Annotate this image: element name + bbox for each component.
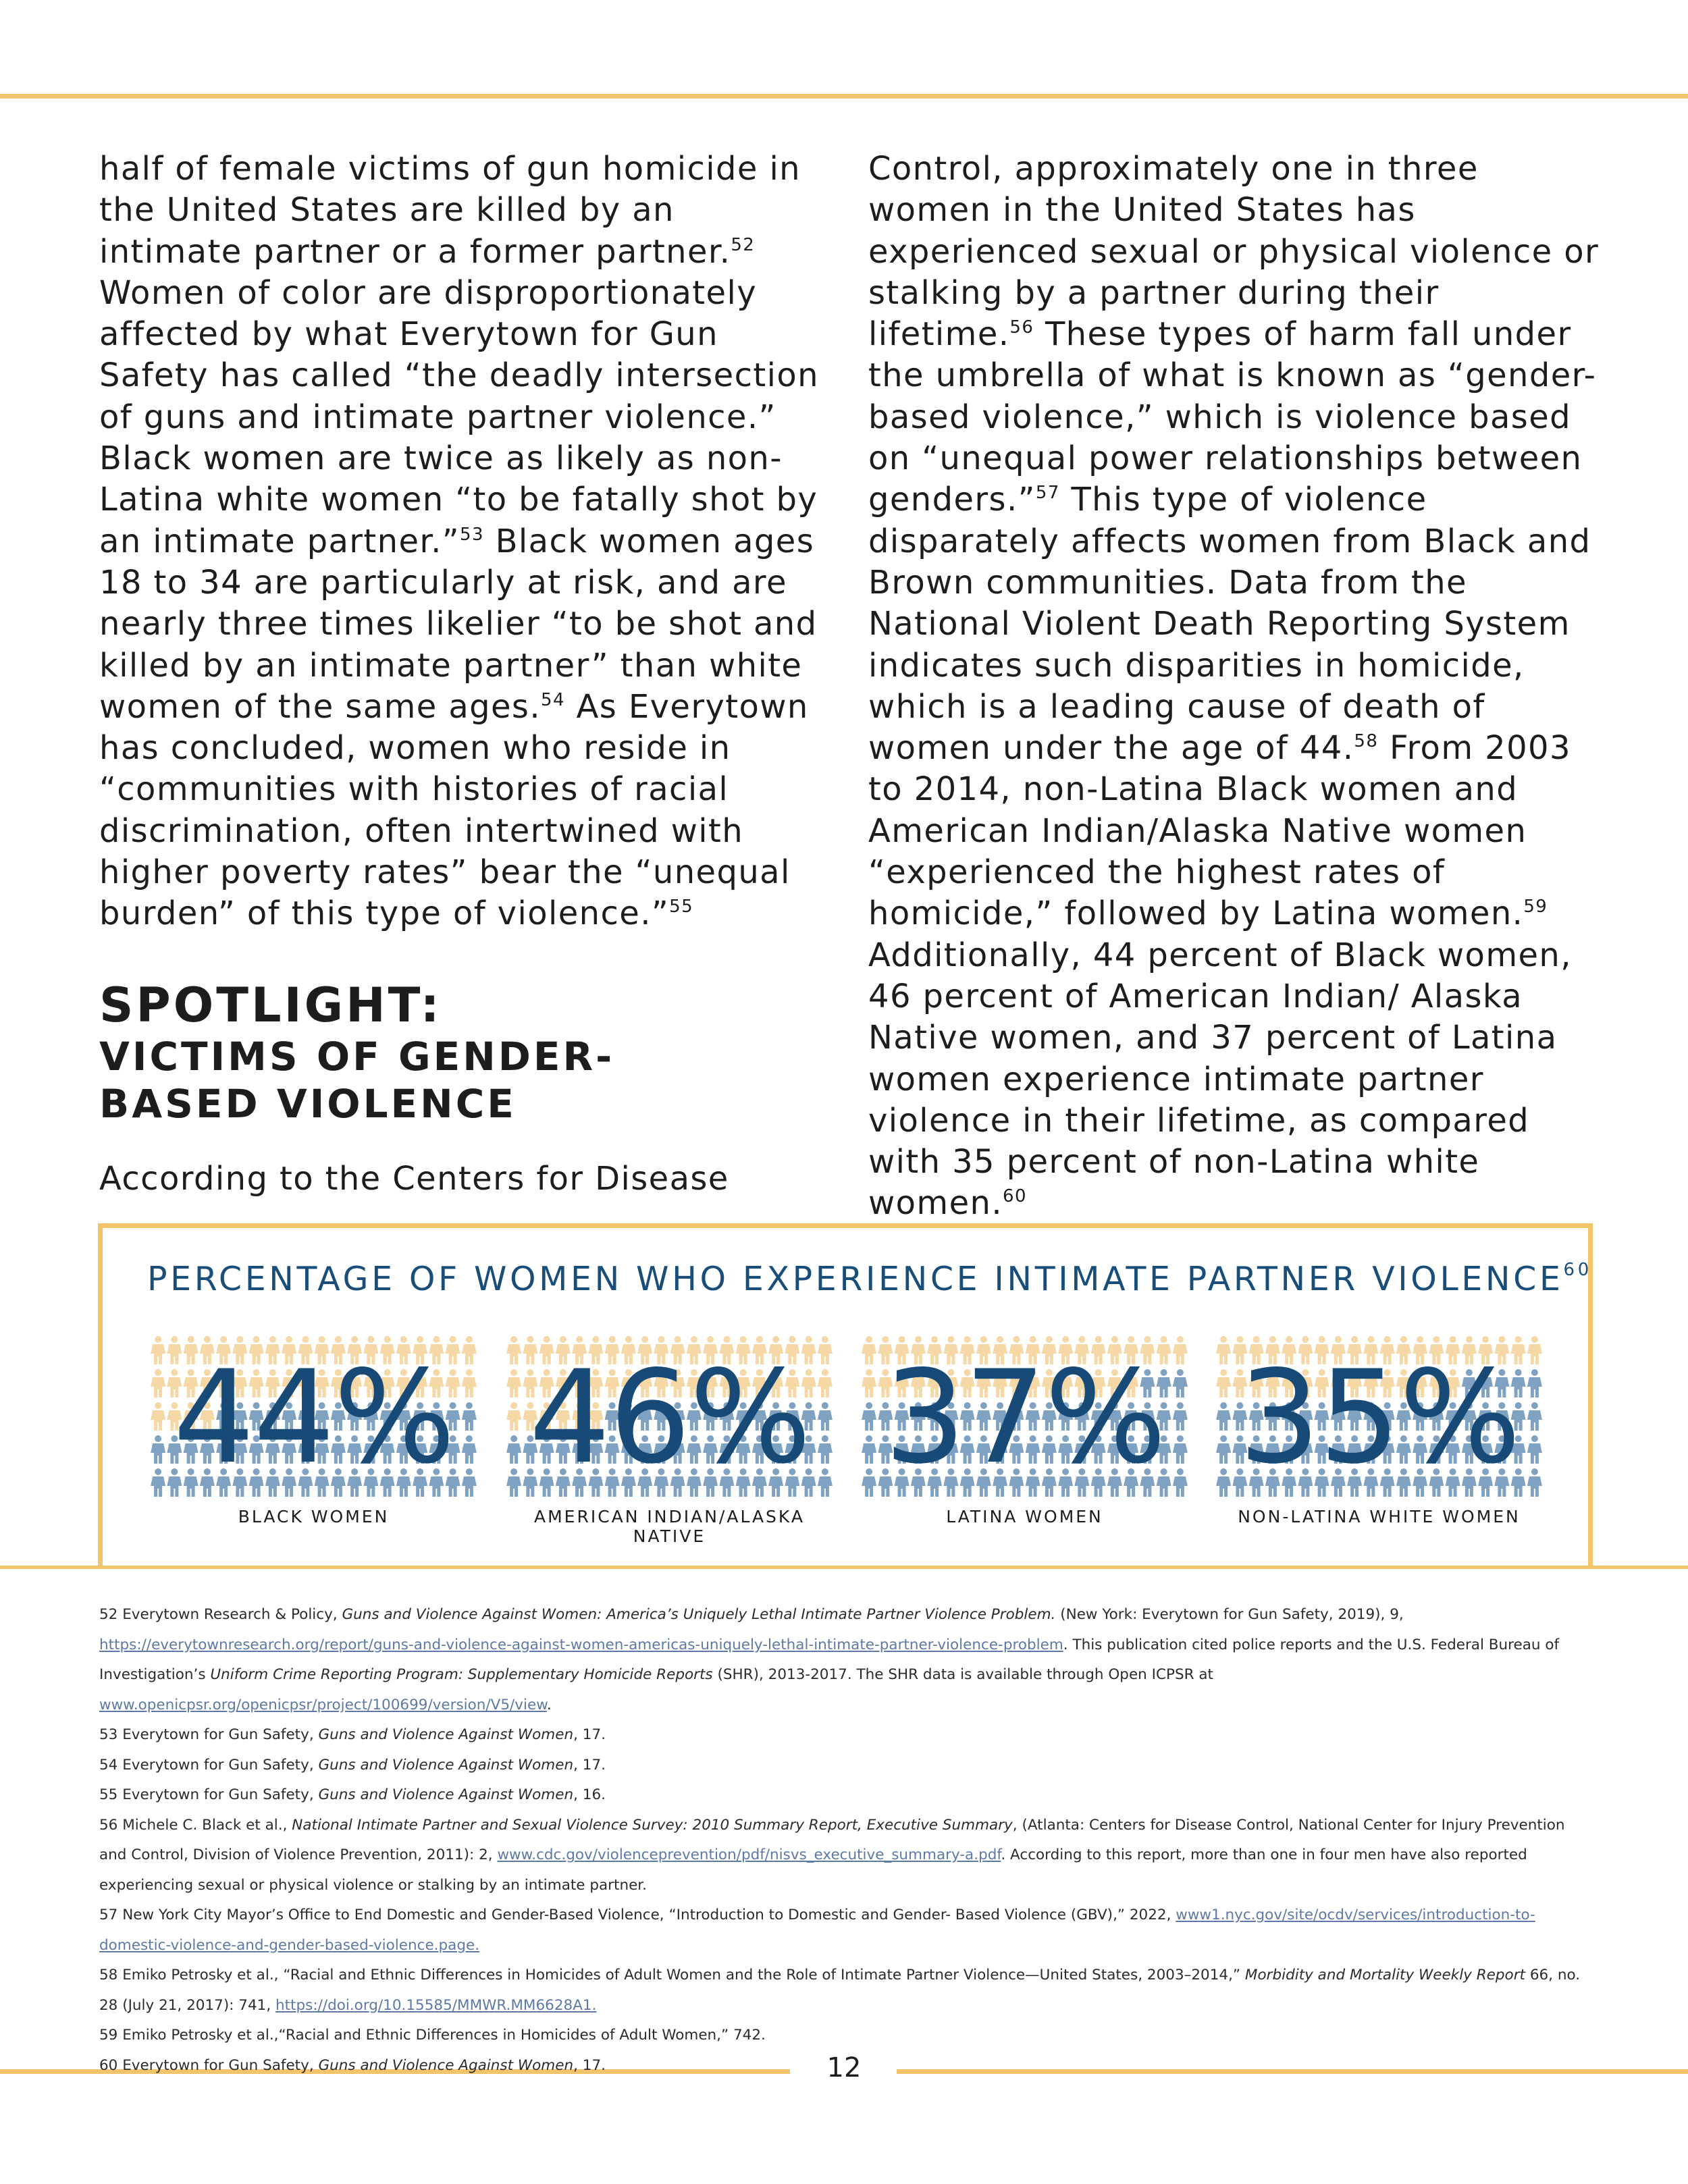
infographic-title: PERCENTAGE OF WOMEN WHO EXPERIENCE INTIMATE PARTNER VIOLENCE$^{60}$ [147,1260,1592,1298]
footnote-52: 52 Everytown Research & Policy, Guns and Violence Against Women: America’s Uniquely Lethal Intimate Partner Violence Problem. (New York: Everytown for Gun Safety, 2019), 9, https://everytownresearch.org/report/guns-and-violence-against-women-americas-uniquely-lethal-intimate-partner-violence-problem. This publication cited police reports and the U.S. Federal Bureau of Investigation’s Uniform Crime Reporting Program: Supplementary Homicide Reports (SHR), 2013-2017. The SHR data is available through Open ICPSR at www.openicpsr.org/openicpsr/project/100699/version/V5/view. [99,1606,1560,1713]
footnote-55: 55 Everytown for Gun Safety, Guns and Violence Against Women, 16. [99,1786,606,1803]
stat-percentage: 46% [529,1343,810,1492]
spotlight-title: SPOTLIGHT: [99,978,442,1033]
stat-american-indian-alaska-native [506,1333,833,1499]
spotlight-subtitle: VICTIMS OF GENDER-BASED VIOLENCE [99,1034,615,1127]
footnote-59: 59 Emiko Petrosky et al.,“Racial and Ethnic Differences in Homicides of Adult Women,” 742. [99,2027,766,2044]
right-column [868,149,1604,1225]
stat-label-latina-women: LATINA WOMEN [946,1507,1103,1526]
footnote-ref-53[interactable]: 53 [460,524,484,545]
stat-label-non-latina-white-women: NON-LATINA WHITE WOMEN [1238,1507,1521,1526]
page-number: 12 [826,2052,862,2083]
stat-label-black-women: BLACK WOMEN [238,1507,390,1526]
stat-percentage: 44% [173,1343,454,1492]
stat-percentage: 35% [1238,1343,1520,1492]
footnote-58-link[interactable]: https://doi.org/10.15585/MMWR.MM6628A1. [275,1996,597,2014]
footnote-ref-55[interactable]: 55 [669,897,694,917]
footnotes [99,1600,1585,2081]
footnote-58: 58 Emiko Petrosky et al., “Racial and Ethnic Differences in Homicides of Adult Women and the Role of Intimate Partner Violence—United States, 2003–2014,” Morbidity and Mortality Weekly Report 66, no. 28 (July 21, 2017): 741, https://doi.org/10.15585/MMWR.MM6628A1. [99,1967,1581,2014]
stat-non-latina-white-women [1215,1333,1543,1499]
stat-label-american-indian-alaska-native: AMERICAN INDIAN/ALASKA NATIVE [534,1507,805,1546]
spotlight-heading [99,978,761,1127]
footnote-ref-56[interactable]: 56 [1009,317,1034,338]
footnote-56: 56 Michele C. Black et al., National Intimate Partner and Sexual Violence Survey: 2010 Summary Report, Executive Summary, (Atlanta: Centers for Disease Control, National Center for Injury Prevention and Control, Division of Violence Prevention, 2011): 2, www.cdc.gov/violenceprevention/pdf/nisvs_executive_summary-a.pdf. According to this report, more than one in four men have also reported experiencing sexual or physical violence or stalking by an intimate partner. [99,1816,1565,1894]
footnote-ref-60[interactable]: 60 [1003,1186,1027,1207]
infographic-footnote-ref[interactable]: 60 [1563,1260,1592,1280]
stat-percentage: 37% [884,1343,1165,1492]
footnote-ref-54[interactable]: 54 [541,689,565,710]
left-body-text: half of female victims of gun homicide in the United States are killed by an intimate partner or a former partner.$^{52}$ Women of color are disproportionately affected by what Everytown for Gun Safety has called “the deadly intersection of guns and intimate partner violence.” Black women are twice as likely as non-Latina white women “to be fatally shot by an intimate partner.”$^{53}$ Black women ages 18 to 34 are particularly at risk, and are nearly three times likelier “to be shot and killed by an intimate partner” than white women of the same ages.$^{54}$ As Everytown has concluded, women who reside in “communities with histories of racial discrimination, often intertwined with higher poverty rates” bear the “unequal burden” of this type of violence.”$^{55}$ [99,150,819,933]
footnote-54: 54 Everytown for Gun Safety, Guns and Violence Against Women, 17. [99,1756,606,1774]
footnote-57-link[interactable]: www1.nyc.gov/site/ocdv/services/introduction-to-domestic-violence-and-gender-based-violence.page. [99,1907,1535,1954]
footnote-ref-59[interactable]: 59 [1523,897,1548,917]
footnote-52-link[interactable]: https://everytownresearch.org/report/guns-and-violence-against-women-americas-uniquely-lethal-intimate-partner-violence-problem [99,1636,1063,1653]
footnote-57: 57 New York City Mayor’s Office to End Domestic and Gender-Based Violence, “Introduction to Domestic and Gender- Based Violence (GBV),” 2022, www1.nyc.gov/site/ocdv/services/introduction-to-domestic-violence-and-gender-based-violence.page. [99,1907,1535,1954]
stat-black-women [150,1333,477,1499]
footnote-ref-58[interactable]: 58 [1354,731,1379,752]
footnote-ref-57[interactable]: 57 [1035,483,1060,504]
footnote-56-link[interactable]: www.cdc.gov/violenceprevention/pdf/nisvs_executive_summary-a.pdf [497,1846,1001,1863]
left-last-line: According to the Centers for Disease [99,1160,729,1198]
right-body-text: Control, approximately one in three women in the United States has experienced sexual or physical violence or stalking by a partner during their lifetime.$^{56}$ These types of harm fall under the umbrella of what is known as “gender-based violence,” which is violence based on “unequal power relationships between genders.”$^{57}$ This type of violence disparately affects women from Black and Brown communities. Data from the National Violent Death Reporting System indicates such disparities in homicide, which is a leading cause of death of women under the age of 44.58 From 2003 to 2014, non-Latina Black women and American Indian/Alaska Native women “experienced the highest rates of homicide,” followed by Latina women.$^{59}$ Additionally, 44 percent of Black women, 46 percent of American Indian/ Alaska Native women, and 37 percent of Latina women experience intimate partner violence in their lifetime, as compared with 35 percent of non-Latina white women.$^{60}$ [868,150,1600,1223]
footnote-53: 53 Everytown for Gun Safety, Guns and Violence Against Women, 17. [99,1726,606,1743]
footnote-60: 60 Everytown for Gun Safety, Guns and Violence Against Women, 17. [99,2056,606,2074]
stat-latina-women [861,1333,1188,1499]
footnote-ref-52[interactable]: 52 [731,234,756,255]
left-column [99,149,825,935]
footnote-52-link-2[interactable]: www.openicpsr.org/openicpsr/project/100699/version/V5/view [99,1696,547,1713]
top-rule [0,94,1688,99]
